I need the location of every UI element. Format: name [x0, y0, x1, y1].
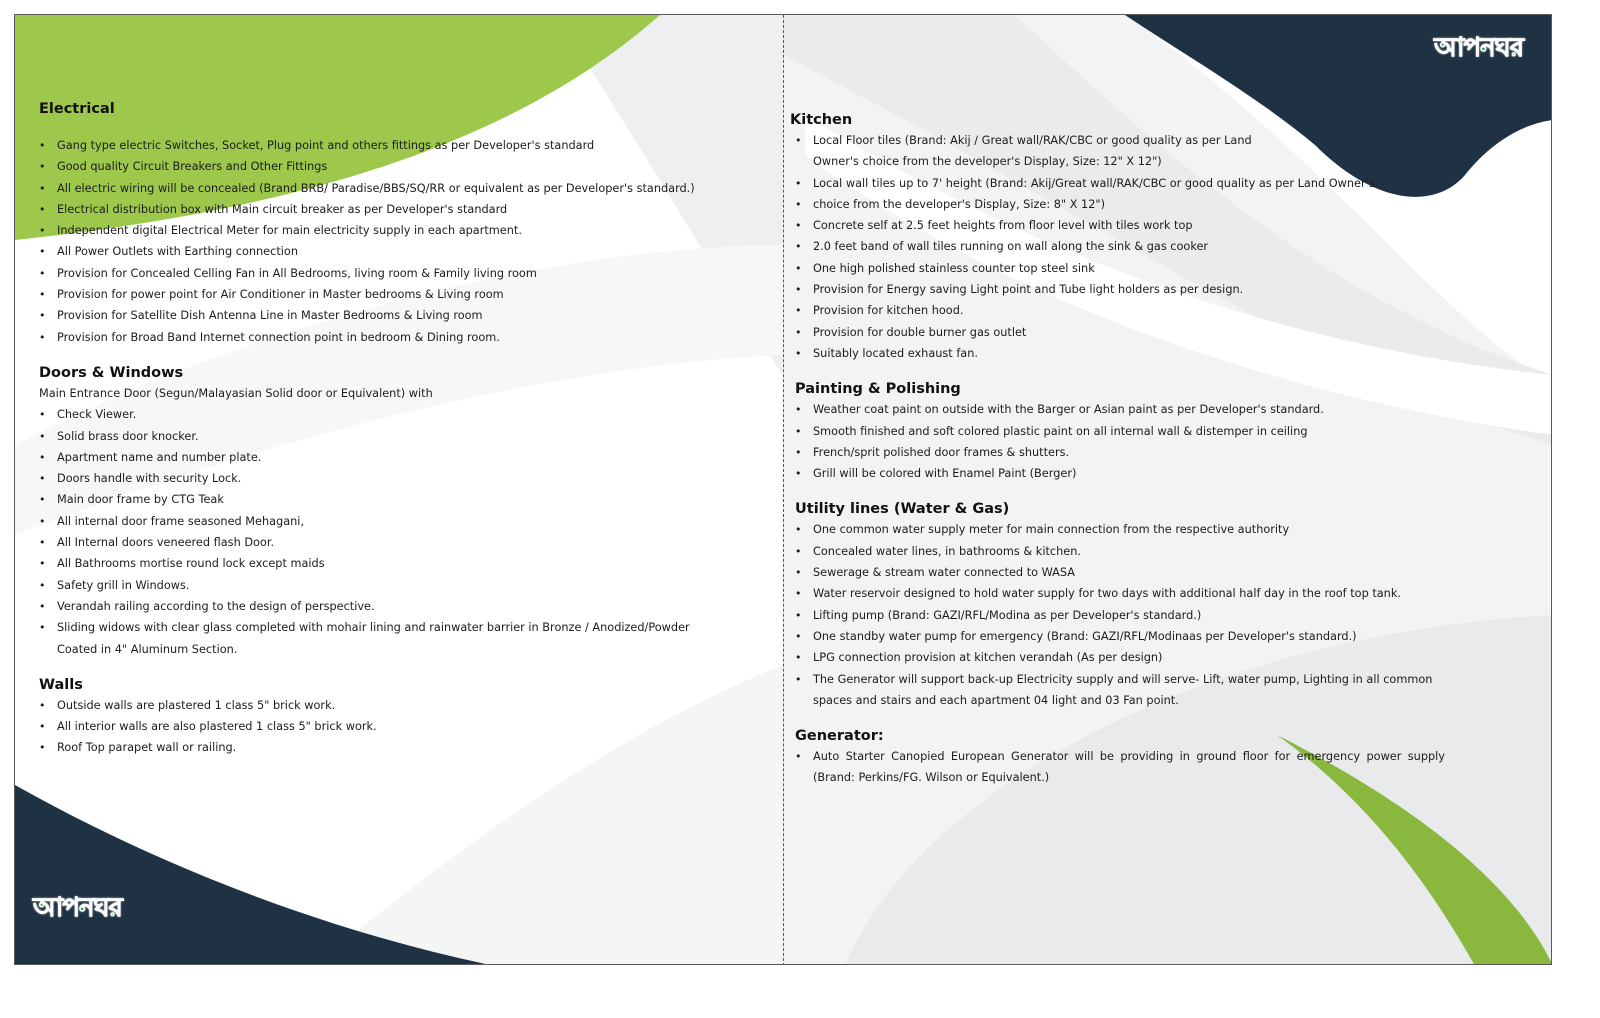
- walls-section: [39, 677, 719, 759]
- generator-title: Generator:: [795, 728, 884, 745]
- list-item: • LPG connection provision at kitchen verandah (As per design): [795, 647, 1445, 668]
- list-item: • French/sprit polished door frames & shutters.: [795, 442, 1460, 463]
- list-item: • Grill will be colored with Enamel Paint (Berger): [795, 463, 1460, 484]
- list-item: • One common water supply meter for main connection from the respective authority: [795, 519, 1445, 540]
- list-item: • One standby water pump for emergency (Brand: GAZI/RFL/Modinaas per Developer's standard.): [795, 626, 1445, 647]
- list-item: • Verandah railing according to the design of perspective.: [39, 596, 719, 617]
- brochure-spread: [14, 14, 1552, 965]
- list-item: • Local Floor tiles (Brand: Akij / Great wall/RAK/CBC or good quality as per Land Owner's choice from the developer's Display, Size: 12" X 12"): [795, 130, 1295, 173]
- list-item: • Water reservoir designed to hold water supply for two days with additional half day in the roof top tank.: [795, 583, 1445, 604]
- list-item: • Concrete self at 2.5 feet heights from floor level with tiles work top: [795, 215, 1460, 236]
- utility-section: [795, 501, 1460, 711]
- right-column: [790, 112, 1460, 789]
- list-item: • Weather coat paint on outside with the Barger or Asian paint as per Developer's standard.: [795, 399, 1460, 420]
- list-item: • Provision for kitchen hood.: [795, 300, 1460, 321]
- painting-title: Painting & Polishing: [795, 381, 961, 398]
- brand-logo-top: আপনঘর: [1434, 33, 1523, 63]
- list-item: • Solid brass door knocker.: [39, 426, 719, 447]
- list-item: • Outside walls are plastered 1 class 5" brick work.: [39, 695, 719, 716]
- utility-list: [795, 519, 1445, 711]
- list-item: • Provision for Broad Band Internet connection point in bedroom & Dining room.: [39, 327, 719, 348]
- kitchen-section: [790, 112, 1460, 364]
- list-item: • Smooth finished and soft colored plastic paint on all internal wall & distemper in ceiling: [795, 421, 1460, 442]
- list-item: • Provision for double burner gas outlet: [795, 322, 1460, 343]
- list-item: • All internal door frame seasoned Mehagani,: [39, 511, 719, 532]
- list-item: • All Power Outlets with Earthing connection: [39, 241, 719, 262]
- walls-list: [39, 695, 719, 759]
- list-item: • Local wall tiles up to 7' height (Brand: Akij/Great wall/RAK/CBC or good quality as per Land Owner's: [795, 173, 1460, 194]
- painting-list: [795, 399, 1460, 484]
- kitchen-list-cont: [795, 173, 1460, 365]
- list-item: • Provision for Energy saving Light point and Tube light holders as per design.: [795, 279, 1460, 300]
- list-item: • The Generator will support back-up Electricity supply and will serve- Lift, water pump, Lighting in all common spaces and stairs and each apartment 04 light and 03 Fan point.: [795, 669, 1445, 712]
- list-item: • All Bathrooms mortise round lock except maids: [39, 553, 719, 574]
- list-item: • Concealed water lines, in bathrooms & kitchen.: [795, 541, 1445, 562]
- list-item: • Electrical distribution box with Main circuit breaker as per Developer's standard: [39, 199, 719, 220]
- doors-section: [39, 365, 719, 660]
- list-item: • Safety grill in Windows.: [39, 575, 719, 596]
- list-item: • All interior walls are also plastered 1 class 5" brick work.: [39, 716, 719, 737]
- list-item: • Good quality Circuit Breakers and Other Fittings: [39, 156, 719, 177]
- fold-line: [783, 15, 784, 965]
- kitchen-title: Kitchen: [790, 112, 853, 128]
- doors-list: [39, 404, 719, 660]
- list-item: • Gang type electric Switches, Socket, Plug point and others fittings as per Developer's standard: [39, 135, 719, 156]
- doors-title: Doors & Windows: [39, 364, 184, 381]
- kitchen-list: [795, 130, 1295, 173]
- list-item: • Doors handle with security Lock.: [39, 468, 719, 489]
- list-item: • Check Viewer.: [39, 404, 719, 425]
- generator-section: [795, 728, 1460, 789]
- list-item: • Roof Top parapet wall or railing.: [39, 737, 719, 758]
- electrical-list: [39, 135, 719, 348]
- list-item: • choice from the developer's Display, Size: 8" X 12"): [795, 194, 1460, 215]
- list-item: • Suitably located exhaust fan.: [795, 343, 1460, 364]
- list-item: • Provision for Satellite Dish Antenna Line in Master Bedrooms & Living room: [39, 305, 719, 326]
- list-item: • Main door frame by CTG Teak: [39, 489, 719, 510]
- list-item: • Independent digital Electrical Meter for main electricity supply in each apartment.: [39, 220, 719, 241]
- electrical-section: [39, 101, 719, 348]
- list-item: • One high polished stainless counter top steel sink: [795, 258, 1460, 279]
- generator-list: [795, 746, 1445, 789]
- walls-title: Walls: [39, 676, 83, 693]
- list-item: • All electric wiring will be concealed (Brand BRB/ Paradise/BBS/SQ/RR or equivalent as per Developer's standard.): [39, 178, 719, 199]
- list-item: • Provision for power point for Air Conditioner in Master bedrooms & Living room: [39, 284, 719, 305]
- list-item: • Apartment name and number plate.: [39, 447, 719, 468]
- doors-intro: Main Entrance Door (Segun/Malayasian Solid door or Equivalent) with: [39, 386, 433, 400]
- list-item: • Sewerage & stream water connected to WASA: [795, 562, 1445, 583]
- list-item: • Sliding widows with clear glass completed with mohair lining and rainwater barrier in Bronze / Anodized/Powder Coated in 4" Aluminum Section.: [39, 617, 719, 660]
- list-item: • Auto Starter Canopied European Generator will be providing in ground floor for emergency power supply (Brand: Perkins/FG. Wilson or Equivalent.): [795, 746, 1445, 789]
- trim-line: [1551, 125, 1552, 965]
- brand-logo-bottom: আপনঘর: [33, 893, 122, 923]
- painting-section: [795, 381, 1460, 484]
- list-item: • Provision for Concealed Celling Fan in All Bedrooms, living room & Family living room: [39, 263, 719, 284]
- list-item: • Lifting pump (Brand: GAZI/RFL/Modina as per Developer's standard.): [795, 605, 1445, 626]
- electrical-title: Electrical: [39, 101, 115, 117]
- list-item: • All Internal doors veneered flash Door.: [39, 532, 719, 553]
- utility-title: Utility lines (Water & Gas): [795, 501, 1010, 518]
- list-item: • 2.0 feet band of wall tiles running on wall along the sink & gas cooker: [795, 236, 1460, 257]
- left-column: [39, 101, 719, 759]
